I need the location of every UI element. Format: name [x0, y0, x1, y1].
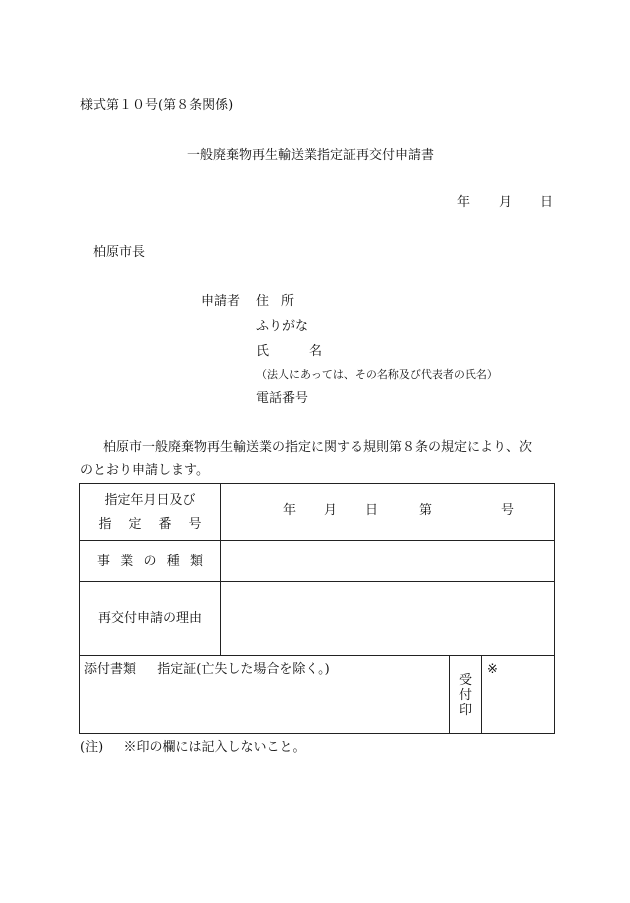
receipt-stamp-cell	[482, 656, 555, 734]
form-number: 様式第１０号(第８条関係)	[80, 98, 234, 113]
designation-label-char-3: 番	[158, 516, 172, 532]
applicant-label: 申請者	[201, 294, 241, 309]
designation-row	[80, 484, 555, 541]
business-type-char-5: 類	[189, 553, 203, 569]
address-label	[256, 295, 294, 308]
footnote	[80, 741, 305, 754]
phone-label: 電話番号	[256, 391, 309, 406]
furigana-label: ふりがな	[256, 319, 309, 334]
business-type-char-1: 事	[97, 553, 111, 569]
name-label-char-1: 氏	[256, 344, 270, 359]
receipt-stamp-label-cell	[450, 656, 482, 734]
designation-label-cell	[80, 484, 221, 541]
reason-label-cell	[80, 582, 221, 656]
reason-label: 再交付申請の理由	[97, 611, 202, 626]
designation-dai: 第	[419, 503, 433, 518]
reason-value-cell[interactable]	[221, 582, 555, 656]
business-type-label	[97, 555, 203, 568]
date-month: 月	[499, 195, 513, 210]
name-label	[256, 345, 322, 358]
designation-label-line-1: 指定年月日及び	[104, 492, 196, 508]
address-label-char-2: 所	[280, 294, 294, 309]
reason-row	[80, 582, 555, 656]
footnote-text: ※印の欄には記入しないこと。	[123, 740, 306, 755]
designation-label-char-1: 指	[98, 516, 112, 532]
addressee: 柏原市長	[93, 245, 146, 260]
designation-day: 日	[365, 503, 379, 518]
designation-month: 月	[324, 503, 338, 518]
business-type-value-cell[interactable]	[221, 541, 555, 582]
receipt-char-2: 付	[458, 688, 472, 703]
body-text-line-2: のとおり申請します。	[80, 463, 209, 478]
designation-label-line-2	[99, 518, 202, 531]
footnote-mark: (注)	[80, 740, 104, 755]
date-year: 年	[457, 195, 471, 210]
application-table	[79, 483, 555, 734]
body-text-line-1: 柏原市一般廃棄物再生輸送業の指定に関する規則第８条の規定により、次	[103, 440, 533, 455]
kome-mark: ※	[487, 662, 498, 677]
designation-go: 号	[501, 503, 515, 518]
receipt-char-3: 印	[458, 703, 472, 718]
designation-label-char-4: 号	[188, 516, 202, 532]
receipt-char-1: 受	[458, 673, 472, 688]
business-type-char-4: 種	[166, 553, 180, 569]
corp-note: （法人にあっては、その名称及び代表者の氏名）	[256, 368, 498, 381]
designation-year: 年	[283, 503, 297, 518]
attachment-cell	[80, 656, 450, 734]
name-label-char-2: 名	[308, 344, 322, 359]
address-label-char-1: 住	[256, 294, 270, 309]
date-line	[0, 196, 630, 212]
document-title: 一般廃棄物再生輸送業指定証再交付申請書	[187, 148, 435, 163]
business-type-char-2: 業	[120, 553, 134, 569]
business-type-char-3: の	[143, 553, 157, 569]
date-day: 日	[540, 195, 554, 210]
attachment-label: 添付書類	[84, 662, 137, 677]
designation-value-cell[interactable]	[221, 484, 555, 541]
attachment-row	[80, 656, 555, 734]
attachment-value: 指定証(亡失した場合を除く。)	[157, 662, 330, 677]
designation-label-char-2: 定	[128, 516, 142, 532]
business-type-label-cell	[80, 541, 221, 582]
business-type-row	[80, 541, 555, 582]
